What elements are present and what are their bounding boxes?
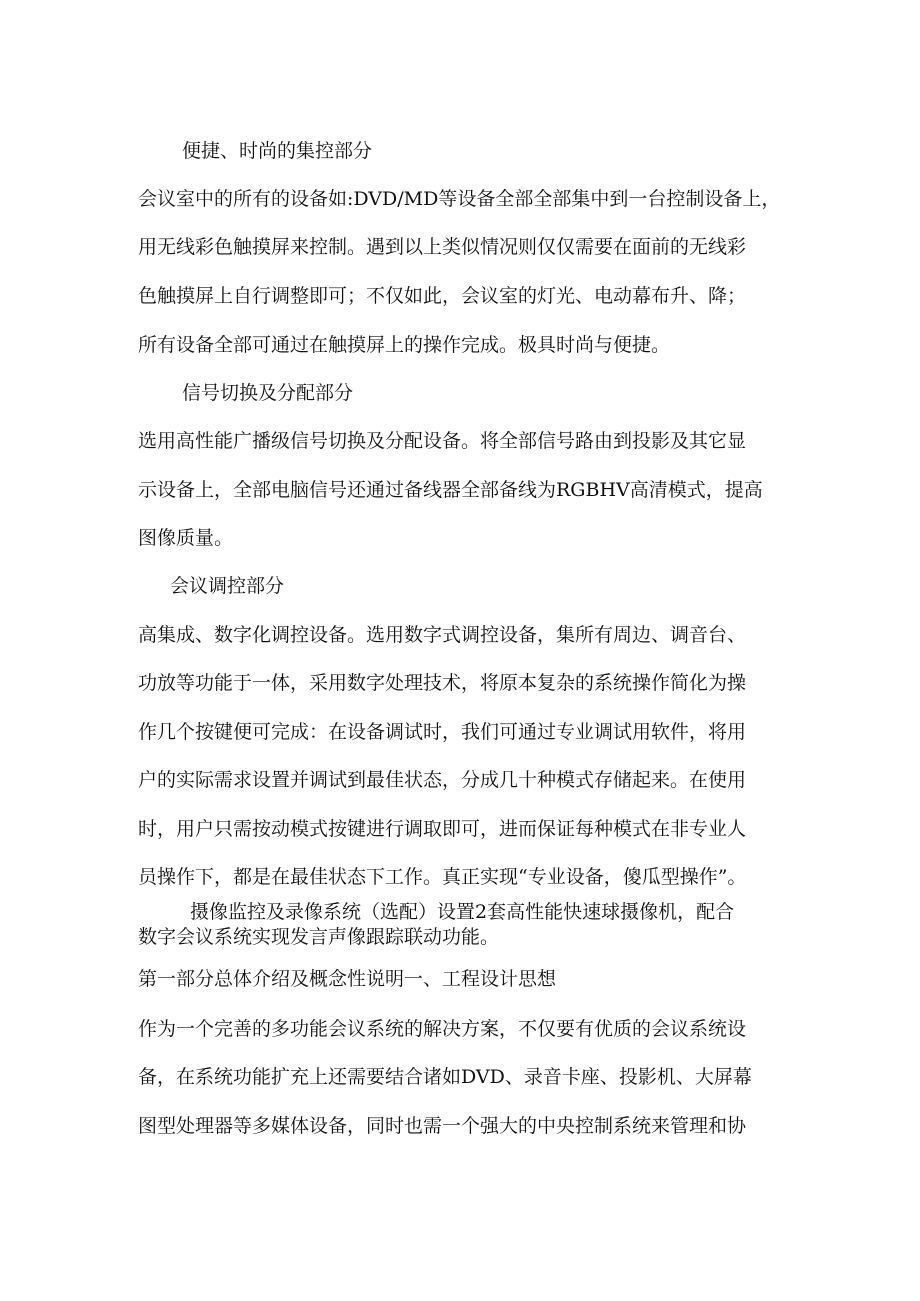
paragraph-line: 功放等功能于一体，采用数字处理技术，将原本复杂的系统操作简化为操 [138,672,747,694]
paragraph-line: 备，在系统功能扩充上还需要结合诸如DVD、录音卡座、投影机、大屏幕 [138,1066,752,1088]
paragraph-line: 图型处理器等多媒体设备，同时也需一个强大的中央控制系统来管理和协 [138,1115,747,1137]
section-heading-signal-switching: 信号切换及分配部分 [182,382,354,404]
paragraph-line: 户的实际需求设置并调试到最佳状态，分成几十种模式存储起来。在使用 [138,769,747,791]
paragraph-line: 时，用户只需按动模式按键进行调取即可，进而保证每种模式在非专业人 [138,818,747,840]
camera-paragraph-line: 摄像监控及录像系统（选配）设置2套高性能快速球摄像机，配合 [190,901,735,923]
paragraph-line: 会议室中的所有的设备如:DVD/MD等设备全部全部集中到一台控制设备上， [138,188,781,210]
camera-paragraph-line: 数字会议系统实现发言声像跟踪联动功能。 [138,926,500,948]
paragraph-line: 作几个按键便可完成：在设备调试时，我们可通过专业调试用软件，将用 [138,721,747,743]
paragraph-line: 员操作下，都是在最佳状态下工作。真正实现“专业设备，傻瓜型操作”。 [138,866,747,888]
paragraph-line: 图像质量。 [138,527,234,549]
paragraph-line: 示设备上，全部电脑信号还通过备线器全部备线为RGBHV高清模式，提高 [138,479,763,501]
paragraph-line: 用无线彩色触摸屏来控制。遇到以上类似情况则仅仅需要在面前的无线彩 [138,236,747,258]
paragraph-line: 色触摸屏上自行调整即可；不仅如此，会议室的灯光、电动幕布升、降； [138,285,747,307]
paragraph-line: 作为一个完善的多功能会议系统的解决方案，不仅要有优质的会议系统设 [138,1018,747,1040]
paragraph-line: 选用高性能广播级信号切换及分配设备。将全部信号路由到投影及其它显 [138,430,747,452]
paragraph-line: 所有设备全部可通过在触摸屏上的操作完成。极具时尚与便捷。 [138,334,671,356]
paragraph-line: 高集成、数字化调控设备。选用数字式调控设备，集所有周边、调音台、 [138,624,747,646]
section-heading-conference-control: 会议调控部分 [170,575,285,597]
part-one-title: 第一部分总体介绍及概念性说明一、工程设计思想 [138,968,557,990]
section-heading-central-control: 便捷、时尚的集控部分 [182,140,373,162]
